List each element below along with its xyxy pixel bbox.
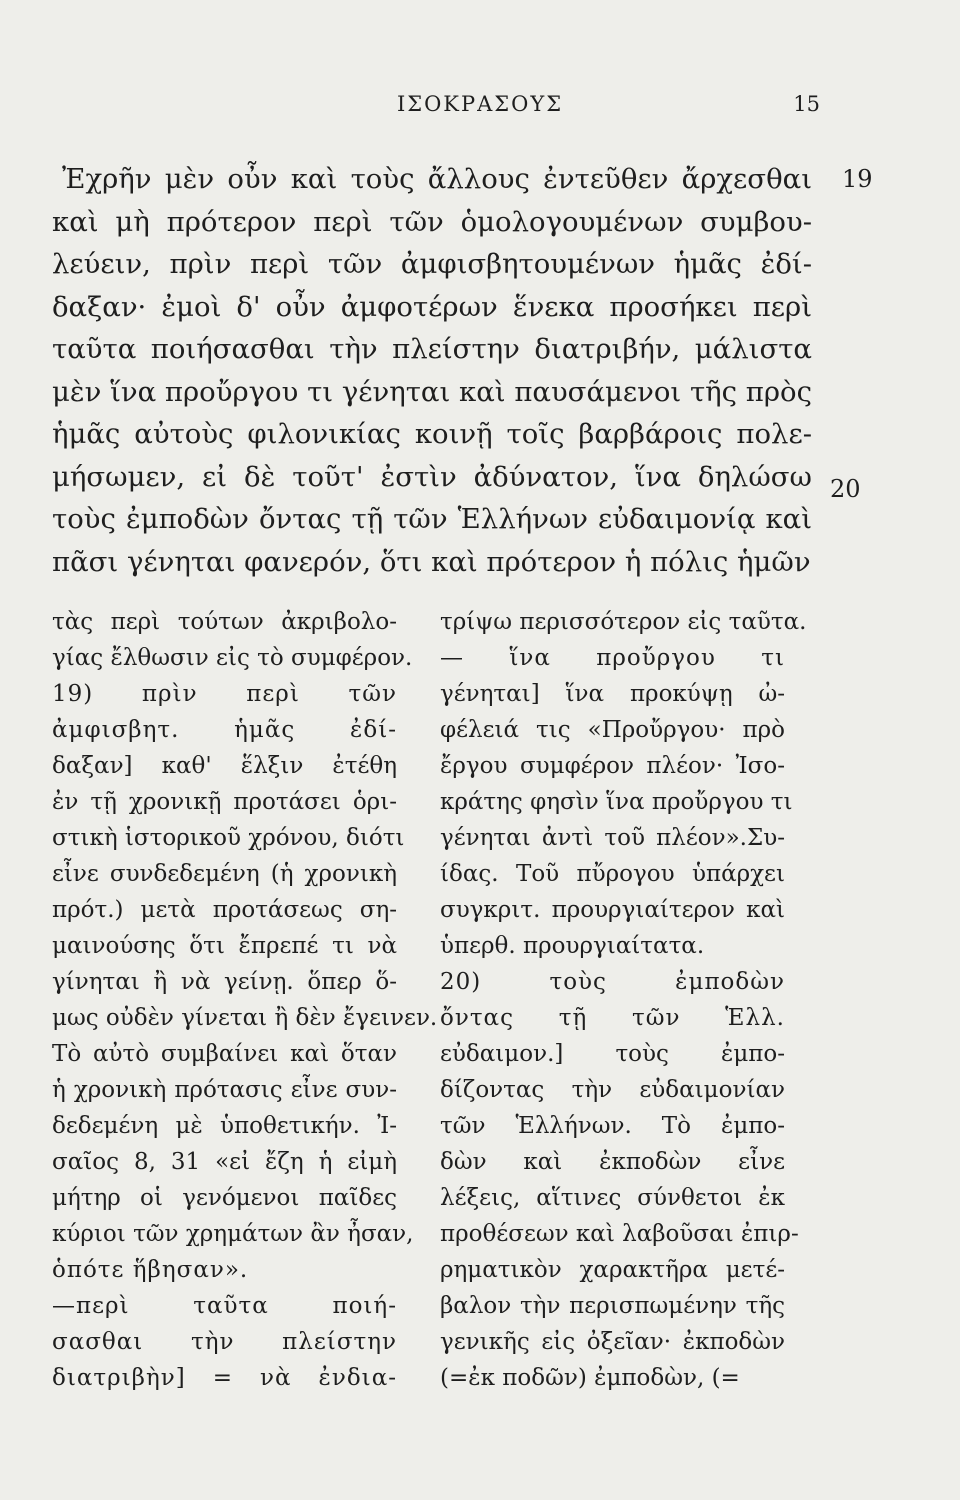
main-text-line: ταῦτα ποιήσασθαι τὴν πλείστην διατριβήν, μάλιστα: [52, 333, 812, 365]
note-line: διατριβὴν] = νὰ ἐνδια-: [52, 1365, 397, 1391]
page-number: 15: [793, 92, 820, 116]
note-line: ἡ χρονικὴ πρότασις εἶνε συν-: [52, 1077, 397, 1103]
note-line: πρότ.) μετὰ προτάσεως ση-: [52, 897, 397, 923]
note-line: κράτης φησὶν ἵνα προὔργου τι: [440, 789, 793, 815]
main-text-line-content: Ἐχρῆν μὲν οὖν καὶ τοὺς ἄλλους ἐντεῦθεν ἄρχεσθαι: [62, 163, 812, 195]
main-text-line: ἡμᾶς αὐτοὺς φιλονικίας κοινῇ τοῖς βαρβάροις πολε-: [52, 418, 812, 450]
main-text-line: [52, 158, 873, 201]
running-title: ΙΣΟΚΡΑΣΟΥΣ: [396, 92, 564, 116]
note-line: γίας ἔλθωσιν εἰς τὸ συμφέρον.: [52, 645, 413, 671]
note-line: τρίψω περισσότερον εἰς ταῦτα.: [440, 609, 807, 635]
note-line: ὁπότε ἥβησαν».: [52, 1257, 249, 1283]
note-line: τῶν Ἑλλήνων. Τὸ ἐμπο-: [440, 1113, 785, 1139]
main-text-line: καὶ μὴ πρότερον περὶ τῶν ὁμολογουμένων συμβου-: [52, 205, 812, 238]
note-line: κύριοι τῶν χρημάτων ἂν ἦσαν,: [52, 1221, 414, 1247]
main-text-line: λεύειν, πρὶν περὶ τῶν ἀμφισβητουμένων ἡμᾶς ἐδί-: [52, 248, 812, 280]
note-line: γίνηται ἢ νὰ γείνῃ. ὅπερ ὅ-: [52, 969, 397, 995]
margin-section-number: 20: [830, 474, 861, 503]
note-line: γενικῆς εἰς ὀξεῖαν· ἐκποδὼν: [440, 1329, 785, 1355]
note-line: εὐδαιμον.] τοὺς ἐμπο-: [440, 1041, 785, 1067]
note-line: συγκριτ. προυργιαίτερον καὶ: [440, 897, 785, 923]
note-line: μαινούσης ὅτι ἔπρεπέ τι νὰ: [52, 933, 397, 959]
note-line: δεδεμένη μὲ ὑποθετικήν. Ἰ-: [52, 1113, 397, 1139]
note-line: τὰς περὶ τούτων ἀκριβολο-: [52, 609, 397, 635]
note-line: ἐν τῇ χρονικῇ προτάσει ὁρι-: [52, 789, 397, 815]
note-line: ἀμφισβητ. ἡμᾶς ἐδί-: [52, 717, 397, 743]
main-text-line: τοὺς ἐμποδὼν ὄντας τῇ τῶν Ἑλλήνων εὐδαιμονίᾳ καὶ: [52, 503, 812, 535]
note-line: 20) τοὺς ἐμποδὼν: [440, 969, 785, 995]
note-line: —περὶ ταῦτα ποιή-: [52, 1293, 397, 1319]
note-line: ὄντας τῇ τῶν Ἑλλ.: [440, 1005, 785, 1031]
note-line: ίδας. Τοῦ πὔρογου ὑπάρχει: [440, 861, 785, 887]
note-line: γένηται ἀντὶ τοῦ πλέον».Συ-: [440, 825, 785, 851]
margin-section-number: 19: [842, 165, 873, 193]
note-line: δὼν καὶ ἐκποδὼν εἶνε: [440, 1149, 785, 1175]
note-line: εἶνε συνδεδεμένη (ἡ χρονικὴ: [52, 861, 397, 887]
note-line: προθέσεων καὶ λαβοῦσαι ἐπιρ-: [440, 1221, 799, 1247]
note-line: μήτηρ οἱ γενόμενοι παῖδες: [52, 1185, 397, 1211]
running-head: [0, 92, 960, 122]
note-line: γένηται] ἵνα προκύψῃ ὠ-: [440, 681, 785, 707]
note-line: — ἵνα προὔργου τι: [440, 645, 785, 671]
notes-right-column: [440, 604, 807, 1396]
note-line: ὑπερθ. προυργιαίτατα.: [440, 933, 705, 959]
main-text-line-content: μήσωμεν, εἰ δὲ τοῦτ' ἐστὶν ἀδύνατον, ἵνα δηλώσω: [52, 460, 812, 493]
note-line: (=ἐκ ποδῶν) ἐμποδὼν, (=: [440, 1365, 740, 1391]
note-line: βαλον τὴν περισπωμένην τῆς: [440, 1293, 785, 1319]
note-line: Τὸ αὐτὸ συμβαίνει καὶ ὅταν: [52, 1041, 397, 1067]
note-line: σαῖος 8, 31 «εἰ ἔζη ἡ εἰμὴ: [52, 1149, 397, 1175]
notes-left-column: [52, 604, 438, 1396]
note-line: ἔργου συμφέρον πλέον· Ἰσο-: [440, 753, 785, 779]
note-line: φέλειά τις «Προὔργου· πρὸ: [440, 717, 785, 743]
note-line: ρηματικὸν χαρακτῆρα μετέ-: [440, 1257, 785, 1283]
note-line: δαξαν] καθ' ἕλξιν ἐτέθη: [52, 753, 397, 779]
note-line: 19) πρὶν περὶ τῶν: [52, 681, 397, 707]
main-text-line: μὲν ἵνα προὔργου τι γένηται καὶ παυσάμενοι τῆς πρὸς: [52, 375, 812, 408]
main-text-line: πᾶσι γένηται φανερόν, ὅτι καὶ πρότερον ἡ πόλις ἡμῶν: [52, 545, 811, 578]
main-text-line: δαξαν· ἐμοὶ δ' οὖν ἀμφοτέρων ἕνεκα προσήκει περὶ: [52, 290, 812, 323]
note-line: λέξεις, αἵτινες σύνθετοι ἐκ: [440, 1185, 785, 1211]
note-line: δίζοντας τὴν εὐδαιμονίαν: [440, 1077, 785, 1103]
main-text-line: [52, 456, 861, 503]
main-text-block: [52, 158, 873, 583]
note-line: στικὴ ἱστορικοῦ χρόνου, διότι: [52, 825, 405, 851]
note-line: σασθαι τὴν πλείστην: [52, 1329, 397, 1355]
note-line: μως οὐδὲν γίνεται ἢ δὲν ἔγεινεν.: [52, 1005, 438, 1031]
